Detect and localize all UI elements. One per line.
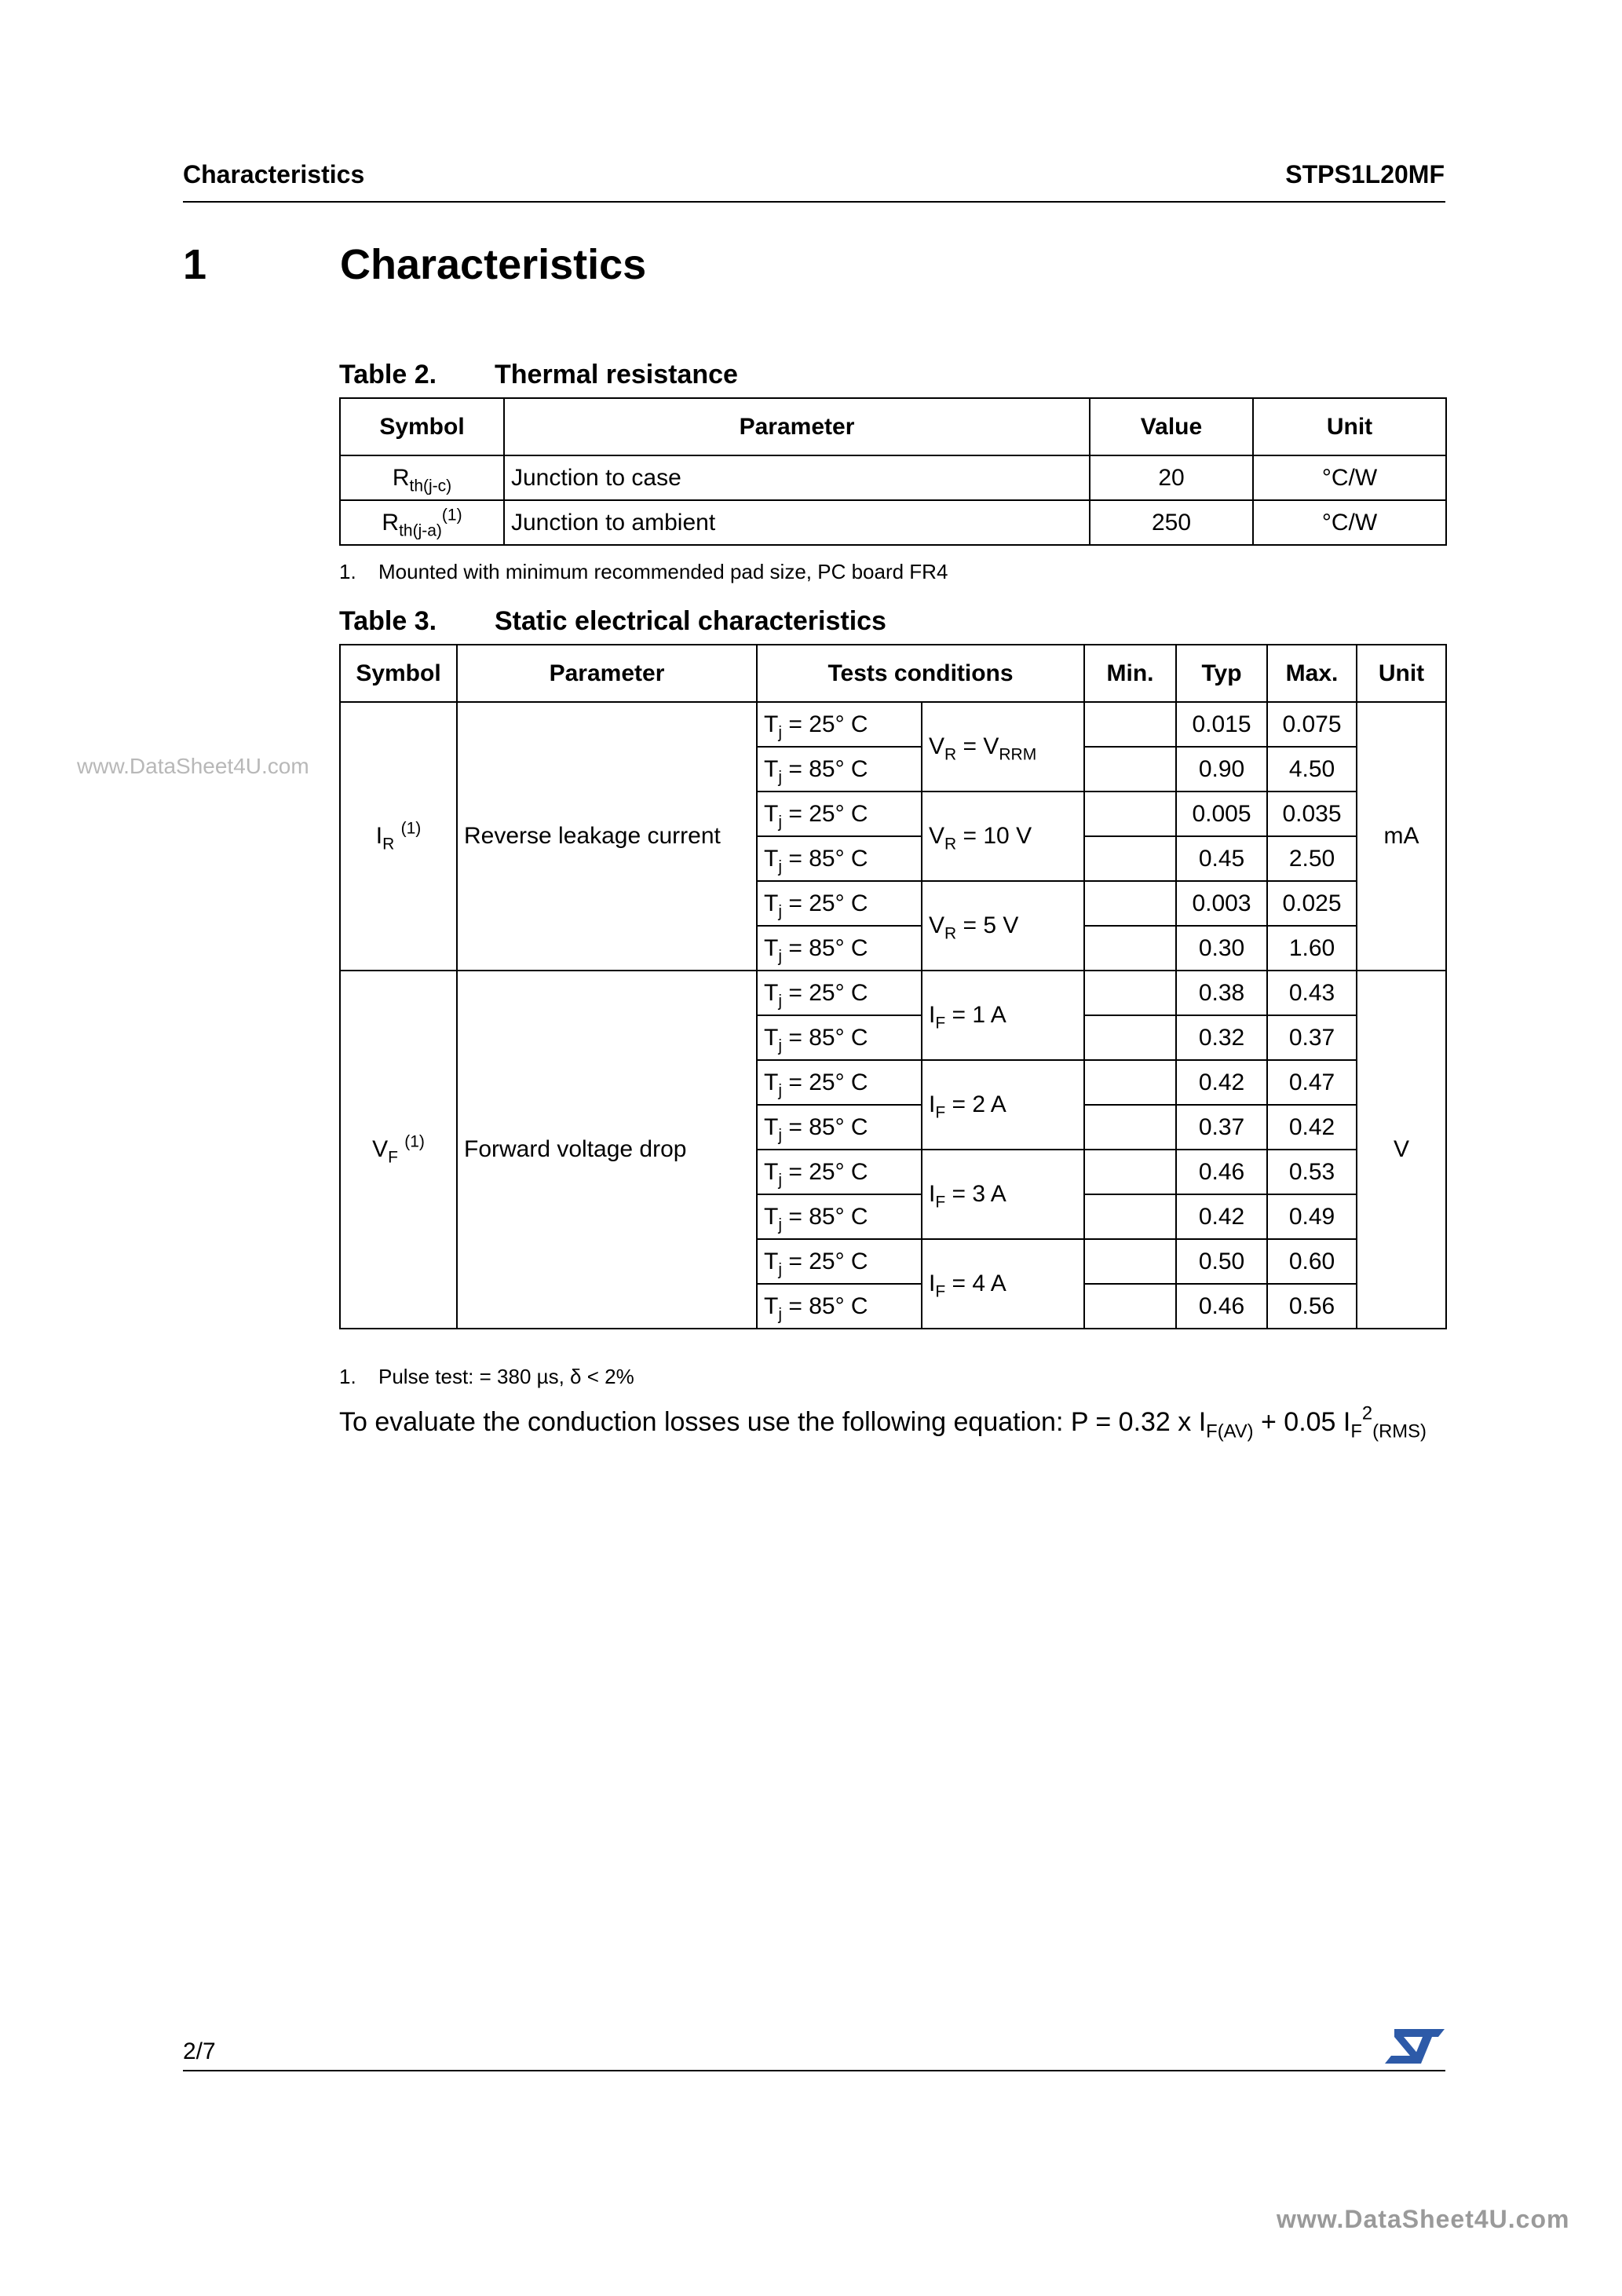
min-cell xyxy=(1084,1150,1176,1194)
typ-cell: 0.42 xyxy=(1176,1060,1267,1105)
max-cell: 0.42 xyxy=(1267,1105,1357,1150)
table-row xyxy=(340,455,1446,500)
max-cell: 0.075 xyxy=(1267,702,1357,747)
symbol-cell: $I_R$ $^{(1)}$ xyxy=(340,702,457,971)
footnote-number: 1. xyxy=(339,1365,356,1388)
typ-cell: 0.38 xyxy=(1176,971,1267,1015)
temperature-condition-cell: $T_j = 25^\circ$ C xyxy=(757,792,922,836)
min-cell xyxy=(1084,1194,1176,1239)
watermark-left: www.DataSheet4U.com xyxy=(77,754,309,778)
col-header-parameter: Parameter xyxy=(457,645,757,702)
table3-footnote xyxy=(339,1365,634,1389)
temperature-condition-cell: $T_j = 85^\circ$ C xyxy=(757,1194,922,1239)
value-cell: 250 xyxy=(1090,500,1253,545)
table2-label: Table 2. xyxy=(339,360,437,389)
bias-condition-cell: $V_R = V_{RRM}$ xyxy=(922,702,1084,792)
running-header-right: STPS1L20MF xyxy=(1285,160,1445,188)
min-cell xyxy=(1084,747,1176,792)
symbol-cell: $V_F$ $^{(1)}$ xyxy=(340,971,457,1329)
parameter-cell: Reverse leakage current xyxy=(457,702,757,971)
temperature-condition-cell: $T_j = 25^\circ$ C xyxy=(757,881,922,926)
bias-condition-cell: $V_R = 10$ V xyxy=(922,792,1084,881)
min-cell xyxy=(1084,881,1176,926)
unit-cell: V xyxy=(1357,971,1446,1329)
unit-cell: °C/W xyxy=(1253,500,1446,545)
max-cell: 0.37 xyxy=(1267,1015,1357,1060)
table2-title: Thermal resistance xyxy=(495,360,738,389)
symbol-cell: $R_{th(j-a)}^{(1)}$ xyxy=(340,500,504,545)
table-header-row xyxy=(340,645,1446,702)
min-cell xyxy=(1084,836,1176,881)
thermal-resistance-table xyxy=(339,397,1447,546)
max-cell: 0.025 xyxy=(1267,881,1357,926)
parameter-cell: Junction to ambient xyxy=(504,500,1090,545)
temperature-condition-cell: $T_j = 25^\circ$ C xyxy=(757,1060,922,1105)
max-cell: 2.50 xyxy=(1267,836,1357,881)
col-header-value: Value xyxy=(1090,398,1253,455)
max-cell: 0.49 xyxy=(1267,1194,1357,1239)
table3-title: Static electrical characteristics xyxy=(495,606,886,636)
typ-cell: 0.37 xyxy=(1176,1105,1267,1150)
min-cell xyxy=(1084,926,1176,971)
typ-cell: 0.46 xyxy=(1176,1150,1267,1194)
max-cell: 0.47 xyxy=(1267,1060,1357,1105)
max-cell: 4.50 xyxy=(1267,747,1357,792)
typ-cell: 0.32 xyxy=(1176,1015,1267,1060)
max-cell: 0.56 xyxy=(1267,1284,1357,1329)
table3-label: Table 3. xyxy=(339,606,437,636)
table3-caption xyxy=(339,606,886,637)
col-header-typ: Typ xyxy=(1176,645,1267,702)
symbol-cell: $R_{th(j-c)}$ xyxy=(340,455,504,500)
unit-cell: mA xyxy=(1357,702,1446,971)
col-header-unit: Unit xyxy=(1357,645,1446,702)
temperature-condition-cell: $T_j = 85^\circ$ C xyxy=(757,836,922,881)
bias-condition-cell: $V_R = 5$ V xyxy=(922,881,1084,971)
typ-cell: 0.46 xyxy=(1176,1284,1267,1329)
col-header-parameter: Parameter xyxy=(504,398,1090,455)
conduction-loss-equation: To evaluate the conduction losses use the following equation: P = 0.32 x $I_{F(AV)} + 0.05$ $I_F^2_{(RMS)}$ xyxy=(339,1402,1427,1442)
col-header-symbol: Symbol xyxy=(340,398,504,455)
watermark-bottom: www.DataSheet4U.com xyxy=(1277,2205,1570,2233)
footnote-text: Mounted with minimum recommended pad size, PC board FR4 xyxy=(378,560,948,583)
max-cell: 1.60 xyxy=(1267,926,1357,971)
table-header-row xyxy=(340,398,1446,455)
parameter-cell: Junction to case xyxy=(504,455,1090,500)
typ-cell: 0.003 xyxy=(1176,881,1267,926)
electrical-table-body xyxy=(340,702,1446,1329)
header-rule xyxy=(183,201,1445,203)
temperature-condition-cell: $T_j = 25^\circ$ C xyxy=(757,1150,922,1194)
temperature-condition-cell: $T_j = 25^\circ$ C xyxy=(757,971,922,1015)
table2-footnote xyxy=(339,560,948,584)
footnote-number: 1. xyxy=(339,560,356,583)
section-number: 1 xyxy=(183,241,207,288)
bias-condition-cell: $I_F = 4$ A xyxy=(922,1239,1084,1329)
svg-text:ST: ST xyxy=(1415,2049,1416,2050)
typ-cell: 0.45 xyxy=(1176,836,1267,881)
col-header-symbol: Symbol xyxy=(340,645,457,702)
temperature-condition-cell: $T_j = 85^\circ$ C xyxy=(757,1284,922,1329)
temperature-condition-cell: $T_j = 85^\circ$ C xyxy=(757,1015,922,1060)
unit-cell: °C/W xyxy=(1253,455,1446,500)
temperature-condition-cell: $T_j = 85^\circ$ C xyxy=(757,1105,922,1150)
temperature-condition-cell: $T_j = 25^\circ$ C xyxy=(757,1239,922,1284)
col-header-max: Max. xyxy=(1267,645,1357,702)
max-cell: 0.53 xyxy=(1267,1150,1357,1194)
max-cell: 0.60 xyxy=(1267,1239,1357,1284)
running-header-left: Characteristics xyxy=(183,160,365,188)
typ-cell: 0.42 xyxy=(1176,1194,1267,1239)
thermal-table-body xyxy=(340,455,1446,545)
static-electrical-table xyxy=(339,644,1447,1329)
min-cell xyxy=(1084,1284,1176,1329)
temperature-condition-cell: $T_j = 25^\circ$ C xyxy=(757,702,922,747)
table-row xyxy=(340,971,1446,1015)
typ-cell: 0.015 xyxy=(1176,702,1267,747)
st-logo xyxy=(1383,2026,1446,2067)
table2-caption xyxy=(339,360,738,390)
min-cell xyxy=(1084,1060,1176,1105)
col-header-min: Min. xyxy=(1084,645,1176,702)
typ-cell: 0.30 xyxy=(1176,926,1267,971)
typ-cell: 0.50 xyxy=(1176,1239,1267,1284)
temperature-condition-cell: $T_j = 85^\circ$ C xyxy=(757,747,922,792)
min-cell xyxy=(1084,1015,1176,1060)
footnote-text: Pulse test: = 380 µs, δ < 2% xyxy=(378,1365,634,1388)
bias-condition-cell: $I_F = 1$ A xyxy=(922,971,1084,1060)
min-cell xyxy=(1084,1105,1176,1150)
min-cell xyxy=(1084,792,1176,836)
table-row xyxy=(340,702,1446,747)
min-cell xyxy=(1084,1239,1176,1284)
col-header-test-conditions: Tests conditions xyxy=(757,645,1084,702)
parameter-cell: Forward voltage drop xyxy=(457,971,757,1329)
typ-cell: 0.90 xyxy=(1176,747,1267,792)
temperature-condition-cell: $T_j = 85^\circ$ C xyxy=(757,926,922,971)
max-cell: 0.035 xyxy=(1267,792,1357,836)
min-cell xyxy=(1084,971,1176,1015)
value-cell: 20 xyxy=(1090,455,1253,500)
max-cell: 0.43 xyxy=(1267,971,1357,1015)
page-number: 2/7 xyxy=(183,2038,216,2064)
footer-rule xyxy=(183,2070,1445,2071)
min-cell xyxy=(1084,702,1176,747)
table-row xyxy=(340,500,1446,545)
section-title: Characteristics xyxy=(340,241,647,288)
col-header-unit: Unit xyxy=(1253,398,1446,455)
st-logo-icon xyxy=(1383,2026,1446,2067)
bias-condition-cell: $I_F = 2$ A xyxy=(922,1060,1084,1150)
typ-cell: 0.005 xyxy=(1176,792,1267,836)
bias-condition-cell: $I_F = 3$ A xyxy=(922,1150,1084,1239)
